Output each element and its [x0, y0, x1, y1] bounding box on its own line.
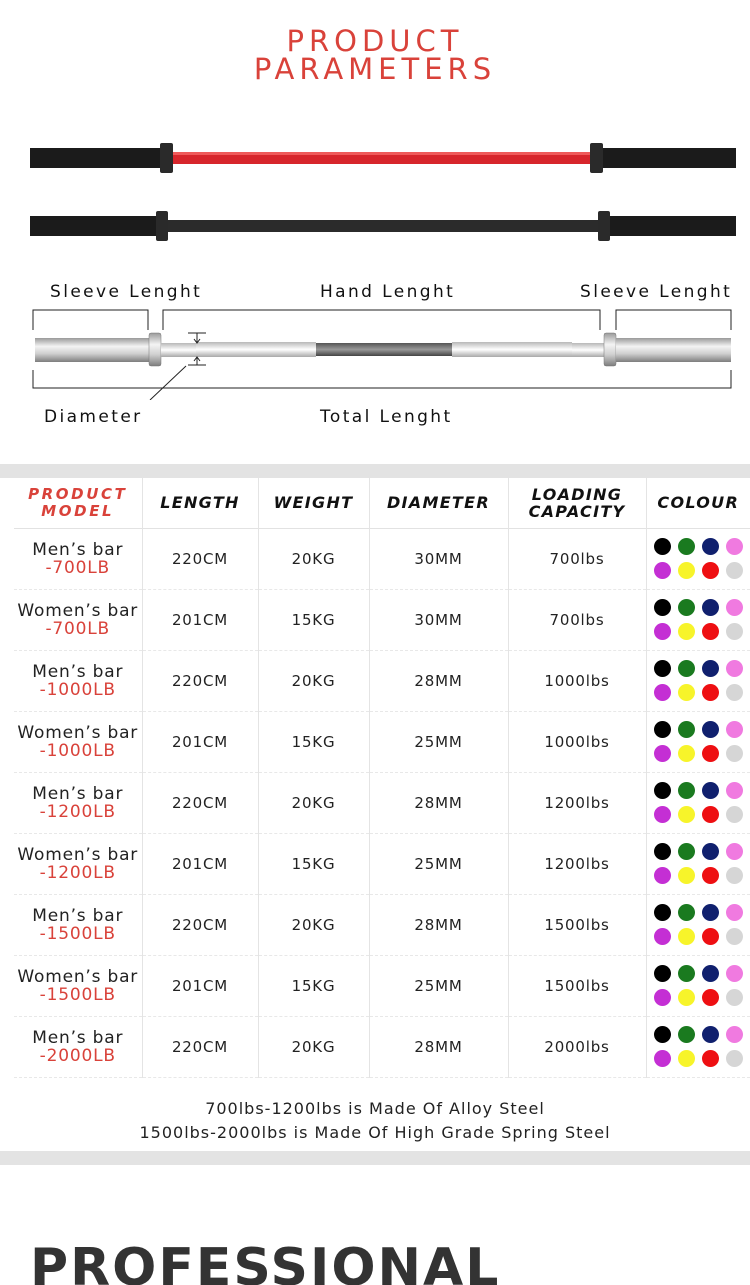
barbell-black-image — [30, 208, 736, 244]
colour-swatch — [654, 684, 671, 701]
model-code: -700LB — [45, 557, 111, 578]
table-row — [14, 1016, 750, 1077]
professional-heading: PROFESSIONAL — [30, 1238, 501, 1285]
colour-swatch — [678, 806, 695, 823]
colour-swatch — [678, 965, 695, 982]
model-name: Men’s bar — [32, 783, 124, 804]
colour-swatch — [702, 745, 719, 762]
colour-swatch — [726, 721, 743, 738]
cell-colour — [646, 894, 750, 955]
header-model-text: MODEL — [41, 501, 115, 520]
colour-swatch — [702, 599, 719, 616]
header-diameter: DIAMETER — [369, 478, 508, 528]
colour-swatch — [702, 928, 719, 945]
cell-weight: 20KG — [258, 894, 369, 955]
cell-model — [14, 894, 142, 955]
cell-capacity: 1200lbs — [508, 772, 646, 833]
cell-length: 220CM — [142, 894, 258, 955]
colour-swatch — [726, 843, 743, 860]
colour-swatch — [678, 538, 695, 555]
colour-swatch — [702, 965, 719, 982]
cell-capacity: 1000lbs — [508, 650, 646, 711]
colour-swatch — [726, 928, 743, 945]
model-code: -1000LB — [39, 679, 116, 700]
colour-swatch — [702, 1050, 719, 1067]
cell-capacity: 700lbs — [508, 528, 646, 589]
colour-swatch — [678, 1050, 695, 1067]
hand-length-label: Hand Lenght — [320, 282, 456, 302]
table-row — [14, 772, 750, 833]
model-name: Men’s bar — [32, 1027, 124, 1048]
header-length: LENGTH — [142, 478, 258, 528]
table-row — [14, 894, 750, 955]
colour-swatch — [678, 843, 695, 860]
colour-swatch — [726, 782, 743, 799]
cell-length: 201CM — [142, 955, 258, 1016]
cell-colour — [646, 650, 750, 711]
colour-swatch — [654, 989, 671, 1006]
cell-capacity: 1500lbs — [508, 894, 646, 955]
cell-capacity: 2000lbs — [508, 1016, 646, 1077]
cell-colour — [646, 711, 750, 772]
table-row — [14, 528, 750, 589]
colour-swatch — [726, 1050, 743, 1067]
colour-swatches — [647, 599, 750, 640]
note-alloy-steel: 700lbs-1200lbs is Made Of Alloy Steel — [205, 1099, 545, 1118]
cell-diameter: 25MM — [369, 955, 508, 1016]
cell-colour — [646, 1016, 750, 1077]
table-header-row — [14, 478, 750, 528]
spec-table — [14, 478, 750, 1078]
cell-model — [14, 589, 142, 650]
header-product-model — [14, 478, 142, 528]
colour-swatch — [726, 867, 743, 884]
colour-swatch — [678, 660, 695, 677]
note-spring-steel: 1500lbs-2000lbs is Made Of High Grade Spring Steel — [139, 1123, 611, 1142]
colour-swatch — [654, 965, 671, 982]
cell-length: 220CM — [142, 1016, 258, 1077]
cell-diameter: 28MM — [369, 1016, 508, 1077]
sleeve-length-left-label: Sleeve Lenght — [50, 282, 203, 302]
dimension-diagram — [0, 300, 750, 400]
cell-length: 220CM — [142, 650, 258, 711]
cell-model — [14, 1016, 142, 1077]
colour-swatches — [647, 782, 750, 823]
cell-length: 201CM — [142, 833, 258, 894]
colour-swatches — [647, 843, 750, 884]
sleeve-length-right-label: Sleeve Lenght — [580, 282, 733, 302]
cell-weight: 20KG — [258, 650, 369, 711]
colour-swatch — [678, 623, 695, 640]
colour-swatch — [726, 684, 743, 701]
colour-swatch — [654, 806, 671, 823]
cell-colour — [646, 772, 750, 833]
colour-swatch — [726, 965, 743, 982]
colour-swatch — [654, 745, 671, 762]
cell-model — [14, 711, 142, 772]
colour-swatch — [654, 660, 671, 677]
cell-capacity: 1500lbs — [508, 955, 646, 1016]
cell-model — [14, 772, 142, 833]
colour-swatch — [654, 721, 671, 738]
header-colour: COLOUR — [646, 478, 750, 528]
colour-swatch — [654, 623, 671, 640]
colour-swatch — [726, 623, 743, 640]
cell-weight: 15KG — [258, 589, 369, 650]
model-code: -1200LB — [39, 862, 116, 883]
cell-model — [14, 650, 142, 711]
model-code: -1200LB — [39, 801, 116, 822]
colour-swatch — [702, 782, 719, 799]
colour-swatch — [654, 843, 671, 860]
colour-swatch — [654, 1026, 671, 1043]
divider-band-bottom — [0, 1151, 750, 1165]
barbell-red-image — [30, 140, 736, 176]
colour-swatch — [726, 904, 743, 921]
cell-model — [14, 833, 142, 894]
cell-model — [14, 955, 142, 1016]
colour-swatch — [702, 904, 719, 921]
header-loading-text: LOADING — [531, 484, 623, 504]
colour-swatch — [654, 904, 671, 921]
cell-colour — [646, 528, 750, 589]
cell-capacity: 1200lbs — [508, 833, 646, 894]
divider-band-top — [0, 464, 750, 478]
colour-swatch — [678, 562, 695, 579]
cell-length: 201CM — [142, 711, 258, 772]
title-line-2: PARAMETERS — [253, 52, 497, 86]
cell-weight: 20KG — [258, 1016, 369, 1077]
model-code: -1000LB — [39, 740, 116, 761]
model-name: Women’s bar — [17, 722, 139, 743]
colour-swatches — [647, 1026, 750, 1067]
colour-swatch — [702, 843, 719, 860]
cell-weight: 20KG — [258, 772, 369, 833]
colour-swatch — [702, 1026, 719, 1043]
cell-colour — [646, 833, 750, 894]
model-name: Men’s bar — [32, 905, 124, 926]
cell-diameter: 28MM — [369, 894, 508, 955]
material-notes — [0, 1097, 750, 1145]
colour-swatch — [678, 782, 695, 799]
table-row — [14, 589, 750, 650]
cell-diameter: 30MM — [369, 528, 508, 589]
colour-swatch — [726, 599, 743, 616]
colour-swatches — [647, 721, 750, 762]
colour-swatch — [678, 928, 695, 945]
model-code: -700LB — [45, 618, 111, 639]
colour-swatch — [702, 660, 719, 677]
colour-swatch — [726, 660, 743, 677]
colour-swatches — [647, 660, 750, 701]
header-product-text: PRODUCT — [28, 484, 128, 503]
cell-length: 220CM — [142, 528, 258, 589]
table-row — [14, 833, 750, 894]
colour-swatch — [702, 806, 719, 823]
colour-swatch — [678, 721, 695, 738]
colour-swatch — [726, 538, 743, 555]
colour-swatches — [647, 538, 750, 579]
cell-length: 201CM — [142, 589, 258, 650]
colour-swatch — [726, 745, 743, 762]
colour-swatch — [678, 599, 695, 616]
cell-capacity: 700lbs — [508, 589, 646, 650]
cell-weight: 15KG — [258, 711, 369, 772]
table-row — [14, 650, 750, 711]
colour-swatch — [654, 928, 671, 945]
model-name: Women’s bar — [17, 966, 139, 987]
colour-swatch — [654, 782, 671, 799]
colour-swatch — [702, 721, 719, 738]
colour-swatch — [678, 989, 695, 1006]
cell-weight: 20KG — [258, 528, 369, 589]
colour-swatch — [678, 1026, 695, 1043]
colour-swatch — [678, 684, 695, 701]
cell-diameter: 30MM — [369, 589, 508, 650]
total-length-label: Total Lenght — [320, 407, 453, 427]
colour-swatch — [678, 745, 695, 762]
colour-swatch — [702, 684, 719, 701]
colour-swatch — [702, 867, 719, 884]
cell-diameter: 28MM — [369, 772, 508, 833]
cell-colour — [646, 589, 750, 650]
colour-swatch — [654, 562, 671, 579]
cell-model — [14, 528, 142, 589]
colour-swatch — [654, 538, 671, 555]
colour-swatch — [702, 562, 719, 579]
header-capacity-text: CAPACITY — [528, 501, 626, 521]
colour-swatch — [726, 806, 743, 823]
model-name: Men’s bar — [32, 661, 124, 682]
colour-swatch — [678, 904, 695, 921]
colour-swatch — [702, 538, 719, 555]
cell-colour — [646, 955, 750, 1016]
cell-weight: 15KG — [258, 833, 369, 894]
diameter-label: Diameter — [44, 407, 143, 427]
colour-swatch — [654, 867, 671, 884]
colour-swatches — [647, 904, 750, 945]
model-name: Women’s bar — [17, 600, 139, 621]
cell-weight: 15KG — [258, 955, 369, 1016]
model-code: -1500LB — [39, 923, 116, 944]
colour-swatch — [654, 599, 671, 616]
cell-capacity: 1000lbs — [508, 711, 646, 772]
colour-swatch — [678, 867, 695, 884]
colour-swatch — [654, 1050, 671, 1067]
colour-swatch — [726, 1026, 743, 1043]
model-name: Men’s bar — [32, 539, 124, 560]
model-name: Women’s bar — [17, 844, 139, 865]
cell-diameter: 25MM — [369, 711, 508, 772]
model-code: -1500LB — [39, 984, 116, 1005]
cell-length: 220CM — [142, 772, 258, 833]
title-line-1: PRODUCT — [286, 24, 464, 58]
cell-diameter: 28MM — [369, 650, 508, 711]
table-row — [14, 955, 750, 1016]
header-loading-capacity — [508, 478, 646, 528]
table-row — [14, 711, 750, 772]
colour-swatch — [702, 989, 719, 1006]
model-code: -2000LB — [39, 1045, 116, 1066]
colour-swatch — [726, 989, 743, 1006]
colour-swatch — [702, 623, 719, 640]
header-weight: WEIGHT — [258, 478, 369, 528]
cell-diameter: 25MM — [369, 833, 508, 894]
colour-swatches — [647, 965, 750, 1006]
colour-swatch — [726, 562, 743, 579]
